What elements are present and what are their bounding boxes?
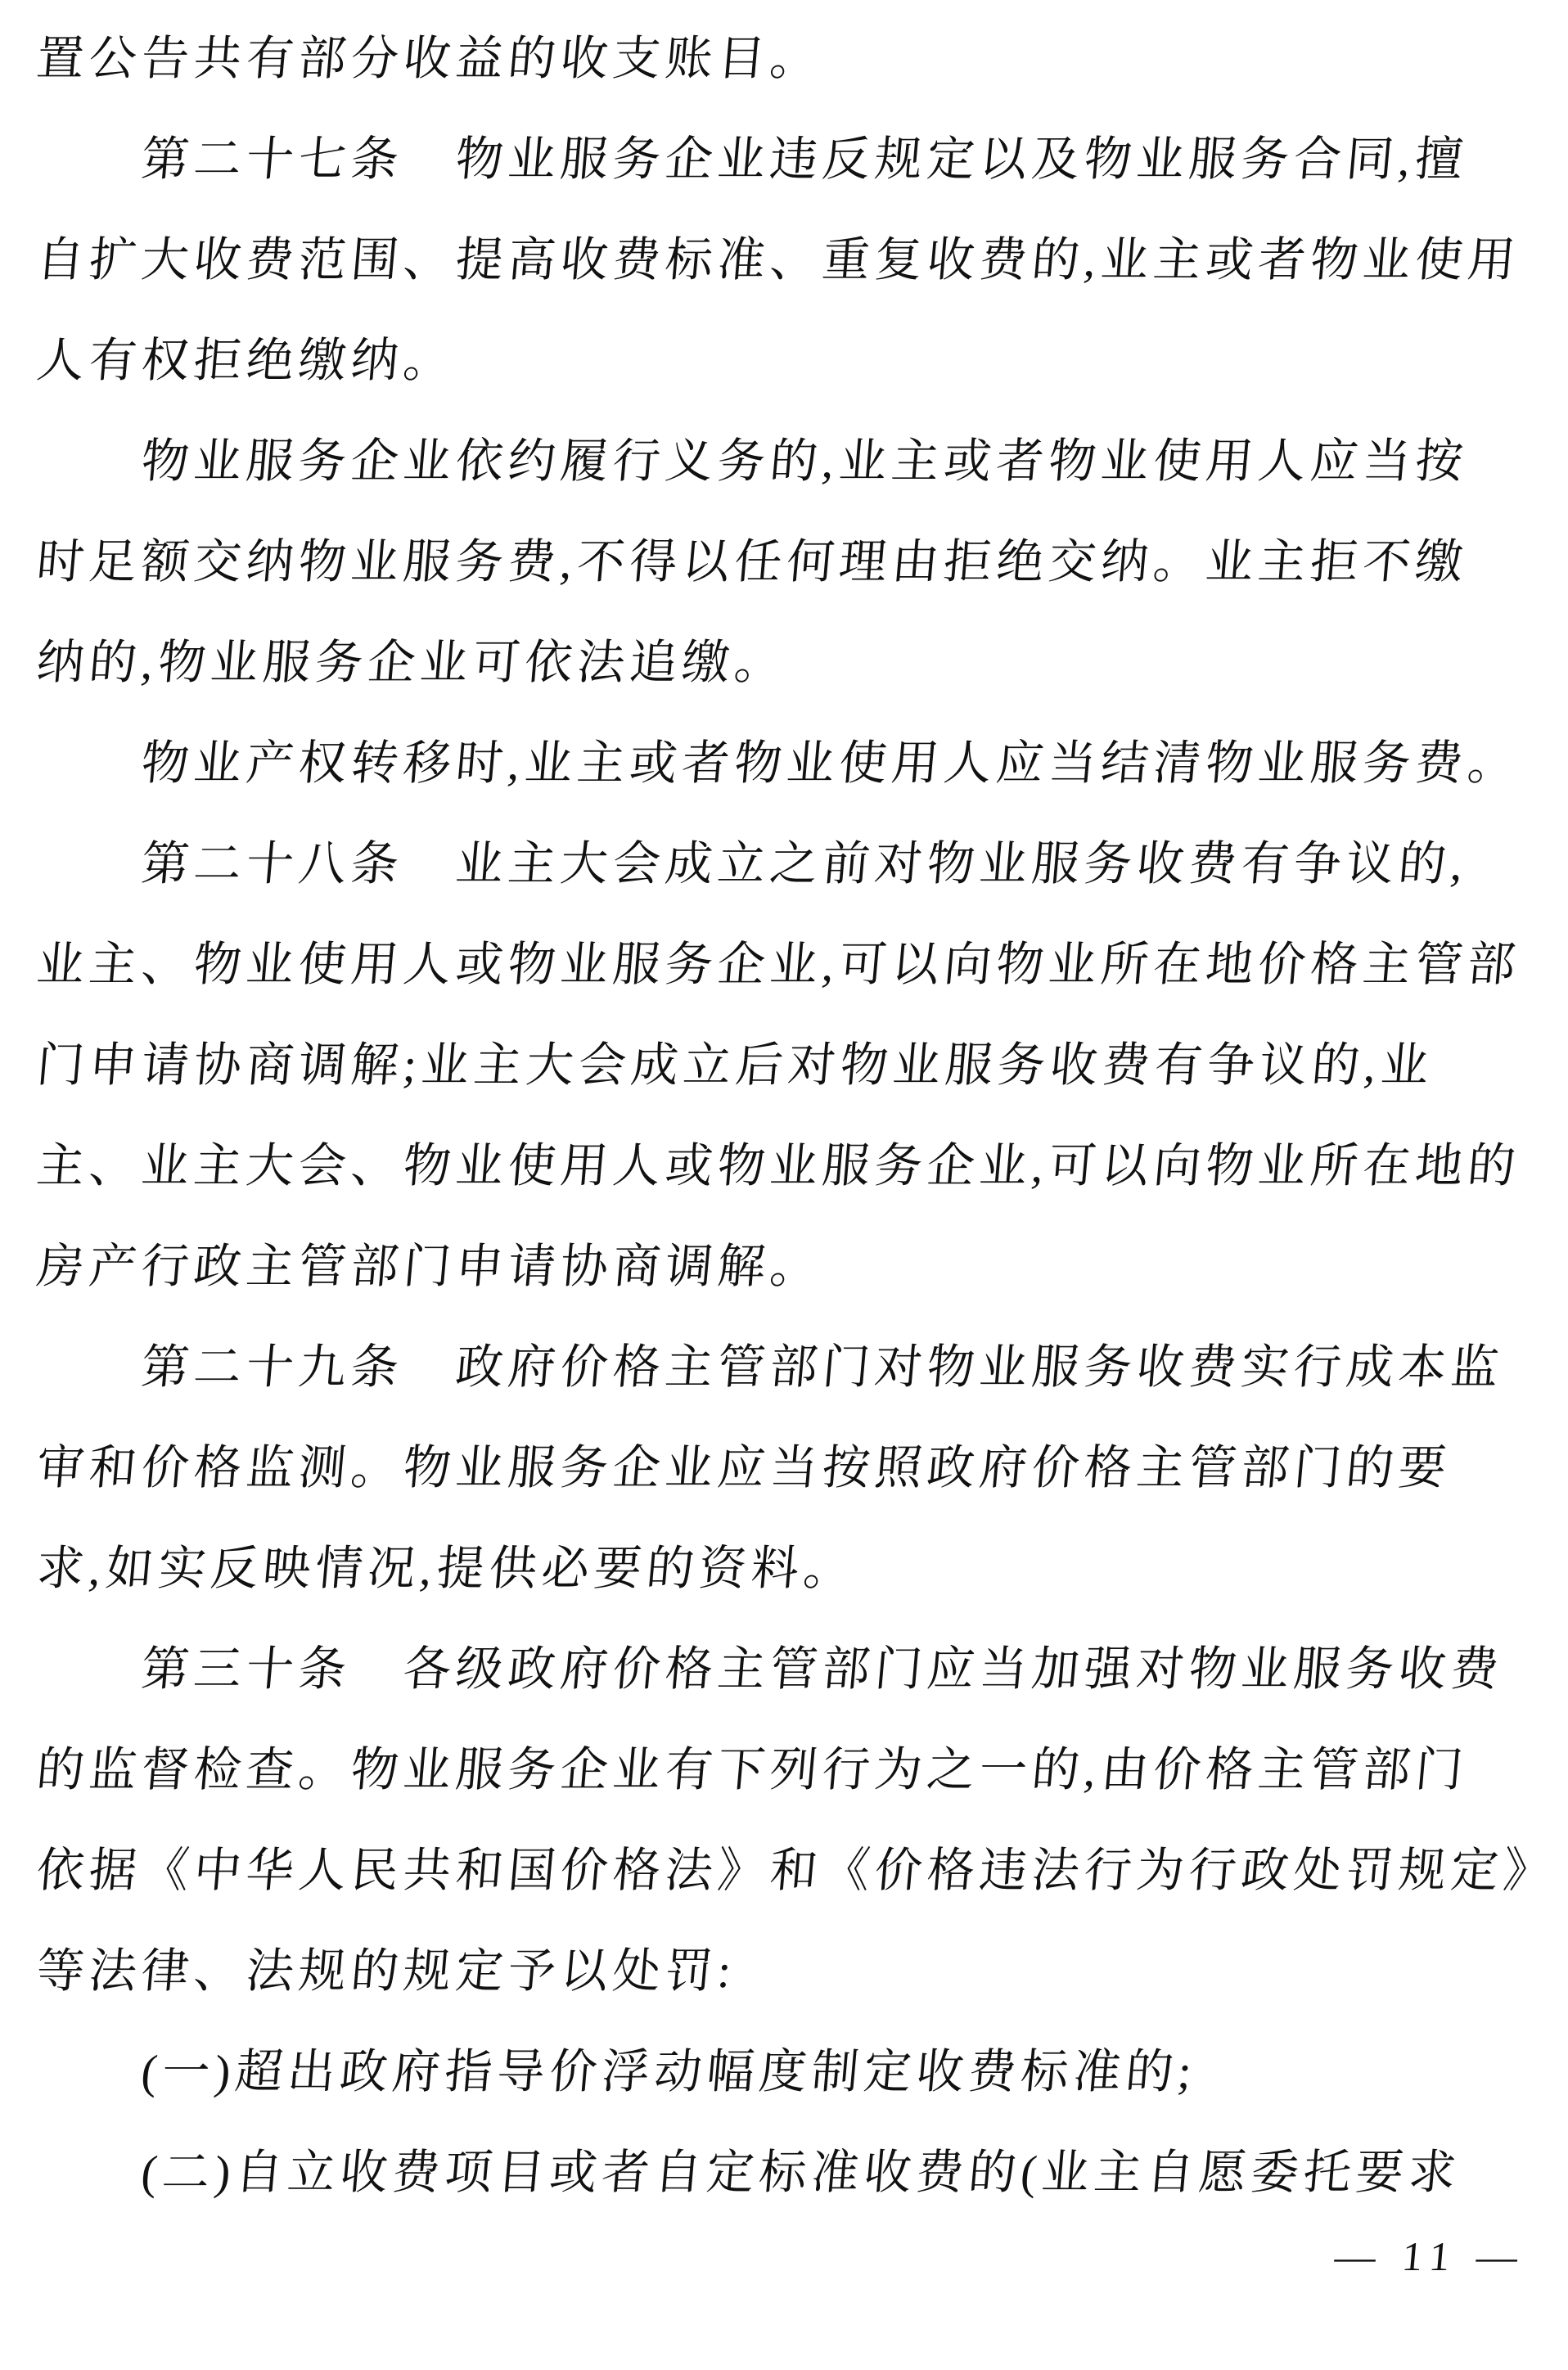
text-line-17: 第三十条 各级政府价格主管部门应当加强对物业服务收费 <box>139 1642 1506 1696</box>
text-line-6: 时足额交纳物业服务费,不得以任何理由拒绝交纳。业主拒不缴 <box>34 535 1471 588</box>
text-line-15: 审和价格监测。物业服务企业应当按照政府价格主管部门的要 <box>34 1441 1453 1494</box>
text-line-2: 第二十七条 物业服务企业违反规定以及物业服务合同,擅 <box>139 133 1471 186</box>
text-line-1: 置公告共有部分收益的收支账目。 <box>34 32 825 85</box>
text-line-5: 物业服务企业依约履行义务的,业主或者物业使用人应当按 <box>139 435 1471 488</box>
text-line-22: (二)自立收费项目或者自定标准收费的(业主自愿委托要求 <box>139 2146 1463 2199</box>
page-number: — 11 — <box>1332 2233 1528 2279</box>
text-line-18: 的监督检查。物业服务企业有下列行为之一的,由价格主管部门 <box>34 1743 1471 1796</box>
text-line-12: 主、业主大会、物业使用人或物业服务企业,可以向物业所在地的 <box>34 1139 1523 1192</box>
text-line-8: 物业产权转移时,业主或者物业使用人应当结清物业服务费。 <box>139 737 1523 790</box>
text-line-7: 纳的,物业服务企业可依法追缴。 <box>34 636 790 689</box>
text-line-20: 等法律、法规的规定予以处罚: <box>34 1944 738 1998</box>
text-line-21: (一)超出政府指导价浮动幅度制定收费标准的; <box>139 2045 1199 2098</box>
text-line-16: 求,如实反映情况,提供必要的资料。 <box>34 1542 858 1595</box>
text-line-10: 业主、物业使用人或物业服务企业,可以向物业所在地价格主管部 <box>34 938 1523 991</box>
text-line-14: 第二十九条 政府价格主管部门对物业服务收费实行成本监 <box>139 1340 1506 1394</box>
text-line-4: 人有权拒绝缴纳。 <box>34 334 458 387</box>
text-line-11: 门申请协商调解;业主大会成立后对物业服务收费有争议的,业 <box>34 1039 1436 1092</box>
page-body <box>34 8 1564 2223</box>
text-line-3: 自扩大收费范围、提高收费标准、重复收费的,业主或者物业使用 <box>34 233 1523 286</box>
text-line-19: 依据《中华人民共和国价格法》和《价格违法行为行政处罚规定》 <box>34 1844 1558 1897</box>
text-line-13: 房产行政主管部门申请协商调解。 <box>34 1240 825 1293</box>
text-line-9: 第二十八条 业主大会成立之前对物业服务收费有争议的, <box>139 837 1471 890</box>
